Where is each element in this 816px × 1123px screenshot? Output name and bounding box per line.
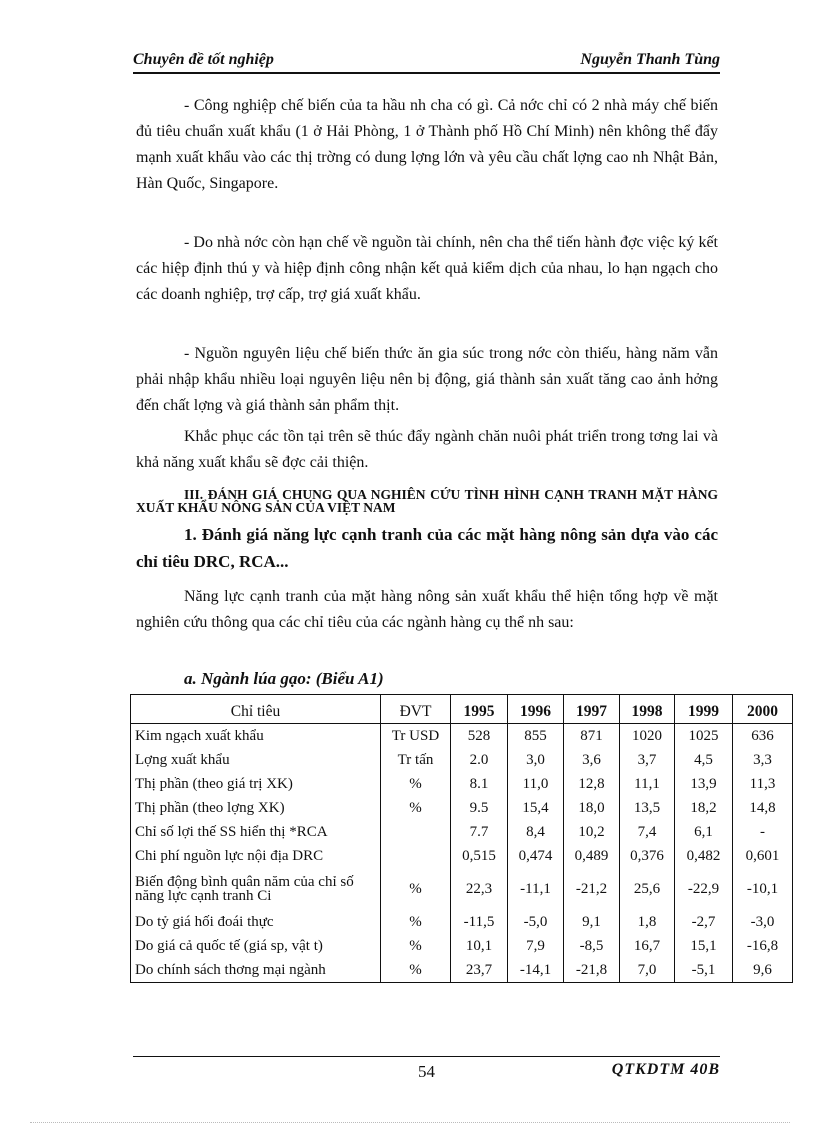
table-cell-value: 636 — [733, 724, 793, 749]
table-caption: a. Ngành lúa gạo: (Biểu A1) — [184, 669, 384, 688]
table-cell-value: 13,5 — [620, 796, 675, 820]
table-row — [131, 910, 793, 934]
table-cell-value: 528 — [451, 724, 508, 749]
table-cell-value: 7,0 — [620, 958, 675, 983]
table-cell-value: -2,7 — [675, 910, 733, 934]
paragraph-feed-materials: - Nguồn nguyên liệu chế biến thức ăn gia súc trong nớc còn thiếu, hàng năm vẫn phải nhập khẩu nhiều loại nguyên liệu nên bị động, giá thành sản xuất tăng cao ảnh hởng đến chất lợng và giá thành sản phẩm thịt. — [136, 345, 718, 414]
table-cell-indicator: Thị phần (theo giá trị XK) — [131, 772, 381, 796]
table-cell-value: -16,8 — [733, 934, 793, 958]
table-cell-value: 2.0 — [451, 748, 508, 772]
footer-class-code: QTKDTM 40B — [611, 1061, 720, 1078]
table-cell-value: 3,6 — [564, 748, 620, 772]
table-cell-unit — [381, 820, 451, 844]
table-cell-unit: % — [381, 910, 451, 934]
column-header-1998: 1998 — [620, 695, 675, 724]
column-header-1996: 1996 — [508, 695, 564, 724]
table-cell-value: 13,9 — [675, 772, 733, 796]
column-header-1995: 1995 — [451, 695, 508, 724]
table-cell-value: 16,7 — [620, 934, 675, 958]
table-cell-unit: % — [381, 934, 451, 958]
table-row — [131, 844, 793, 868]
rice-competitiveness-table — [130, 694, 793, 983]
table-cell-value: - — [733, 820, 793, 844]
table-cell-value: 3,3 — [733, 748, 793, 772]
column-header-unit: ĐVT — [381, 695, 451, 724]
section-heading: III. ĐÁNH GIÁ CHUNG QUA NGHIÊN CỨU TÌNH HÌNH CẠNH TRANH MẶT HÀNG XUẤT KHẨU NÔNG SẢN CỦA VIỆT NAM — [136, 487, 718, 515]
table-row — [131, 958, 793, 983]
subsection-heading: 1. Đánh giá năng lực cạnh tranh của các mặt hàng nông sản dựa vào các chỉ tiêu DRC, RCA... — [136, 525, 718, 571]
table-cell-indicator: Do giá cả quốc tế (giá sp, vật t) — [131, 934, 381, 958]
column-header-2000: 2000 — [733, 695, 793, 724]
table-row — [131, 796, 793, 820]
header-thesis-title: Chuyên đề tốt nghiệp — [133, 51, 274, 68]
column-header-1999: 1999 — [675, 695, 733, 724]
paragraph-conclusion: Khắc phục các tồn tại trên sẽ thúc đẩy ngành chăn nuôi phát triển trong tơng lai và khả năng xuất khẩu sẽ đợc cải thiện. — [136, 428, 718, 471]
table-cell-indicator: Do tỷ giá hối đoái thực — [131, 910, 381, 934]
table-cell-unit: % — [381, 868, 451, 910]
table-cell-indicator: Lợng xuất khẩu — [131, 748, 381, 772]
table-cell-value: 12,8 — [564, 772, 620, 796]
table-cell-value: -8,5 — [564, 934, 620, 958]
table-cell-value: 8,4 — [508, 820, 564, 844]
table-cell-value: 855 — [508, 724, 564, 749]
table-cell-value: 7,9 — [508, 934, 564, 958]
table-cell-value: 8.1 — [451, 772, 508, 796]
table-row — [131, 772, 793, 796]
paragraph-state-finance: - Do nhà nớc còn hạn chế về nguồn tài chính, nên cha thể tiến hành đợc việc ký kết các hiệp định thú y và hiệp định công nhận kết quả kiểm dịch của nhau, lo hạn ngạch cho các doanh nghiệp, trợ cấp, trợ giá xuất khẩu. — [136, 234, 718, 303]
table-cell-value: 9.5 — [451, 796, 508, 820]
table-cell-value: 14,8 — [733, 796, 793, 820]
table-cell-value: -22,9 — [675, 868, 733, 910]
table-cell-value: 23,7 — [451, 958, 508, 983]
table-cell-value: 871 — [564, 724, 620, 749]
table-cell-value: 0,376 — [620, 844, 675, 868]
table-cell-value: 18,2 — [675, 796, 733, 820]
header-rule — [133, 72, 720, 74]
table-cell-unit — [381, 844, 451, 868]
table-cell-value: -21,8 — [564, 958, 620, 983]
table-row — [131, 820, 793, 844]
table-cell-value: 25,6 — [620, 868, 675, 910]
table-cell-value: 15,4 — [508, 796, 564, 820]
table-cell-value: 0,482 — [675, 844, 733, 868]
table-cell-value: -10,1 — [733, 868, 793, 910]
header-author-name: Nguyễn Thanh Tùng — [580, 51, 720, 68]
table-row — [131, 748, 793, 772]
table-cell-value: 7,4 — [620, 820, 675, 844]
table-cell-value: 15,1 — [675, 934, 733, 958]
table-cell-value: -11,1 — [508, 868, 564, 910]
footer-rule — [133, 1056, 720, 1057]
table-cell-value: 3,7 — [620, 748, 675, 772]
table-cell-value: 1025 — [675, 724, 733, 749]
table-cell-value: 0,474 — [508, 844, 564, 868]
table-cell-value: 11,0 — [508, 772, 564, 796]
table-cell-value: 11,3 — [733, 772, 793, 796]
table-cell-value: 3,0 — [508, 748, 564, 772]
table-row — [131, 724, 793, 749]
table-cell-value: 4,5 — [675, 748, 733, 772]
table-cell-value: 0,515 — [451, 844, 508, 868]
table-cell-value: 10,2 — [564, 820, 620, 844]
table-cell-indicator: Kim ngạch xuất khẩu — [131, 724, 381, 749]
table-cell-value: 0,489 — [564, 844, 620, 868]
table-cell-unit: Tr tấn — [381, 748, 451, 772]
table-cell-value: 1020 — [620, 724, 675, 749]
table-cell-value: 0,601 — [733, 844, 793, 868]
paragraph-intro: Năng lực cạnh tranh của mặt hàng nông sản xuất khẩu thể hiện tổng hợp về mặt nghiên cứu thông qua các chỉ tiêu của các ngành hàng cụ thể nh sau: — [136, 588, 718, 631]
table-cell-value: -11,5 — [451, 910, 508, 934]
table-cell-indicator: Chi phí nguồn lực nội địa DRC — [131, 844, 381, 868]
table-cell-value: -3,0 — [733, 910, 793, 934]
table-cell-indicator: Chỉ số lợi thế SS hiển thị *RCA — [131, 820, 381, 844]
table-row — [131, 934, 793, 958]
table-cell-unit: % — [381, 796, 451, 820]
table-cell-unit: Tr USD — [381, 724, 451, 749]
table-cell-value: 22,3 — [451, 868, 508, 910]
page-number: 54 — [418, 1062, 435, 1081]
table-cell-value: 1,8 — [620, 910, 675, 934]
table-cell-value: 18,0 — [564, 796, 620, 820]
table-cell-value: 6,1 — [675, 820, 733, 844]
table-cell-value: -5,0 — [508, 910, 564, 934]
paragraph-processing-industry: - Công nghiệp chế biến của ta hầu nh cha có gì. Cả nớc chỉ có 2 nhà máy chế biến đủ tiêu chuẩn xuất khẩu (1 ở Hải Phòng, 1 ở Thành phố Hồ Chí Minh) nên không thể đẩy mạnh xuất khẩu vào các thị trờng có dung lợng lớn và yêu cầu chất lợng cao nh Nhật Bản, Hàn Quốc, Singapore. — [136, 97, 718, 192]
column-header-indicator: Chỉ tiêu — [131, 695, 381, 724]
table-cell-value: 10,1 — [451, 934, 508, 958]
table-cell-indicator: Thị phần (theo lợng XK) — [131, 796, 381, 820]
table-header-row — [131, 695, 793, 724]
column-header-1997: 1997 — [564, 695, 620, 724]
table-cell-indicator: Biến động bình quân năm của chỉ số năng lực cạnh tranh Ci — [131, 868, 381, 910]
page-header — [133, 51, 720, 71]
table-row — [131, 868, 793, 910]
table-cell-unit: % — [381, 772, 451, 796]
table-cell-value: 9,6 — [733, 958, 793, 983]
table-cell-value: -21,2 — [564, 868, 620, 910]
table-cell-unit: % — [381, 958, 451, 983]
table-cell-indicator: Do chính sách thơng mại ngành — [131, 958, 381, 983]
table-cell-value: -5,1 — [675, 958, 733, 983]
table-cell-value: 7.7 — [451, 820, 508, 844]
table-cell-value: 11,1 — [620, 772, 675, 796]
table-cell-value: -14,1 — [508, 958, 564, 983]
table-cell-value: 9,1 — [564, 910, 620, 934]
